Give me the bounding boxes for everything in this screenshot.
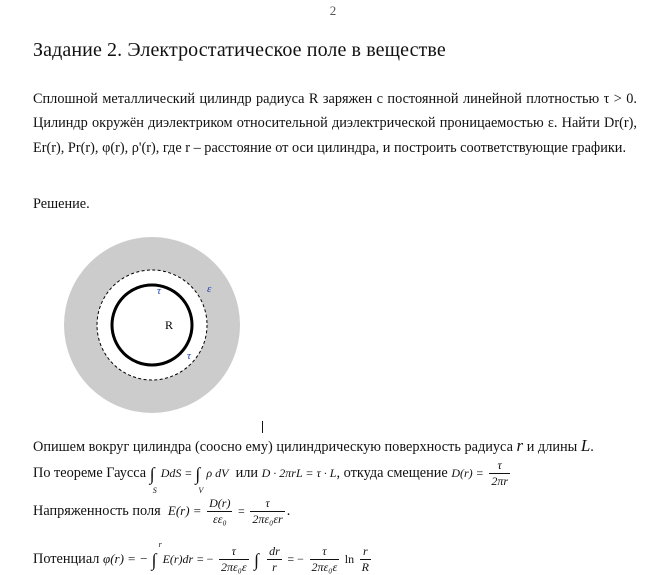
- potential-integral-icon: ∫ r: [151, 539, 162, 570]
- tau-outer-label: τ: [187, 350, 191, 362]
- line-gauss-theorem: По теореме Гаусса ∫ S DdS = ∫ V ρ dV или D · 2πrL = τ · L, откуда смещение D(r) = $\frac{\tau}{2\pi r}$: [33, 458, 509, 495]
- volume-integral-icon: ∫ V: [195, 463, 204, 495]
- potential-fraction-4: $\frac{r}{R}$: [361, 544, 370, 574]
- surface-integral-icon: ∫ S: [149, 463, 157, 495]
- line-field-strength: Напряженность поля E(r) = $\frac{D(r)}{\text{εε₀}}$ = $\frac{\tau}{\text{2πε₀εr}}$ .: [33, 496, 291, 526]
- line-potential: Потенциал φ(r) = − ∫ r E(r)dr = − $\frac{\tau}{\text{2πε₀ε}}$ ∫ $\frac{dr}{r}$ = − $\frac{\tau}{\text{2πε₀ε}}$ ln $\frac{r}{R}$: [33, 539, 370, 574]
- text-cursor: [262, 421, 263, 433]
- cylinder-diagram: [63, 236, 241, 414]
- potential-fraction-3: $\frac{\tau}{\text{2πε₀ε}}$: [311, 544, 338, 574]
- solution-label: Решение.: [33, 196, 90, 212]
- field-fraction-1: $\frac{D(r)}{\text{εε₀}}$: [209, 496, 231, 526]
- potential-fraction-1: $\frac{\tau}{\text{2πε₀ε}}$: [220, 544, 247, 574]
- page-title: Задание 2. Электростатическое поле в веществе: [33, 39, 446, 61]
- line-surface-description: Опишем вокруг цилиндра (соосно ему) цилиндрическую поверхность радиуса r и длины L.: [33, 436, 594, 455]
- potential-fraction-2: $\frac{dr}{r}$: [269, 544, 280, 574]
- radius-label: R: [165, 318, 174, 332]
- tau-inner-label: τ: [157, 285, 161, 297]
- page-number: 2: [329, 3, 337, 18]
- metal-cylinder: [112, 285, 192, 365]
- displacement-fraction: $\frac{\tau}{2\pi r}$: [491, 458, 509, 488]
- problem-statement: Сплошной металлический цилиндр радиуса R заряжен с постоянной линейной плотностью τ > 0. Цилиндр окружён диэлектриком относительной диэлектрической проницаемостью ε. Найти Dr(r), Er(r), Pr(r), φ(r), ρ'(r), где r – расстояние от оси цилиндра, и построить соответствующие графики.: [33, 91, 637, 156]
- epsilon-label: ε: [207, 283, 212, 295]
- field-fraction-2: $\frac{\tau}{\text{2πε₀εr}}$: [252, 496, 283, 526]
- potential-integral-2-icon: ∫: [254, 549, 260, 570]
